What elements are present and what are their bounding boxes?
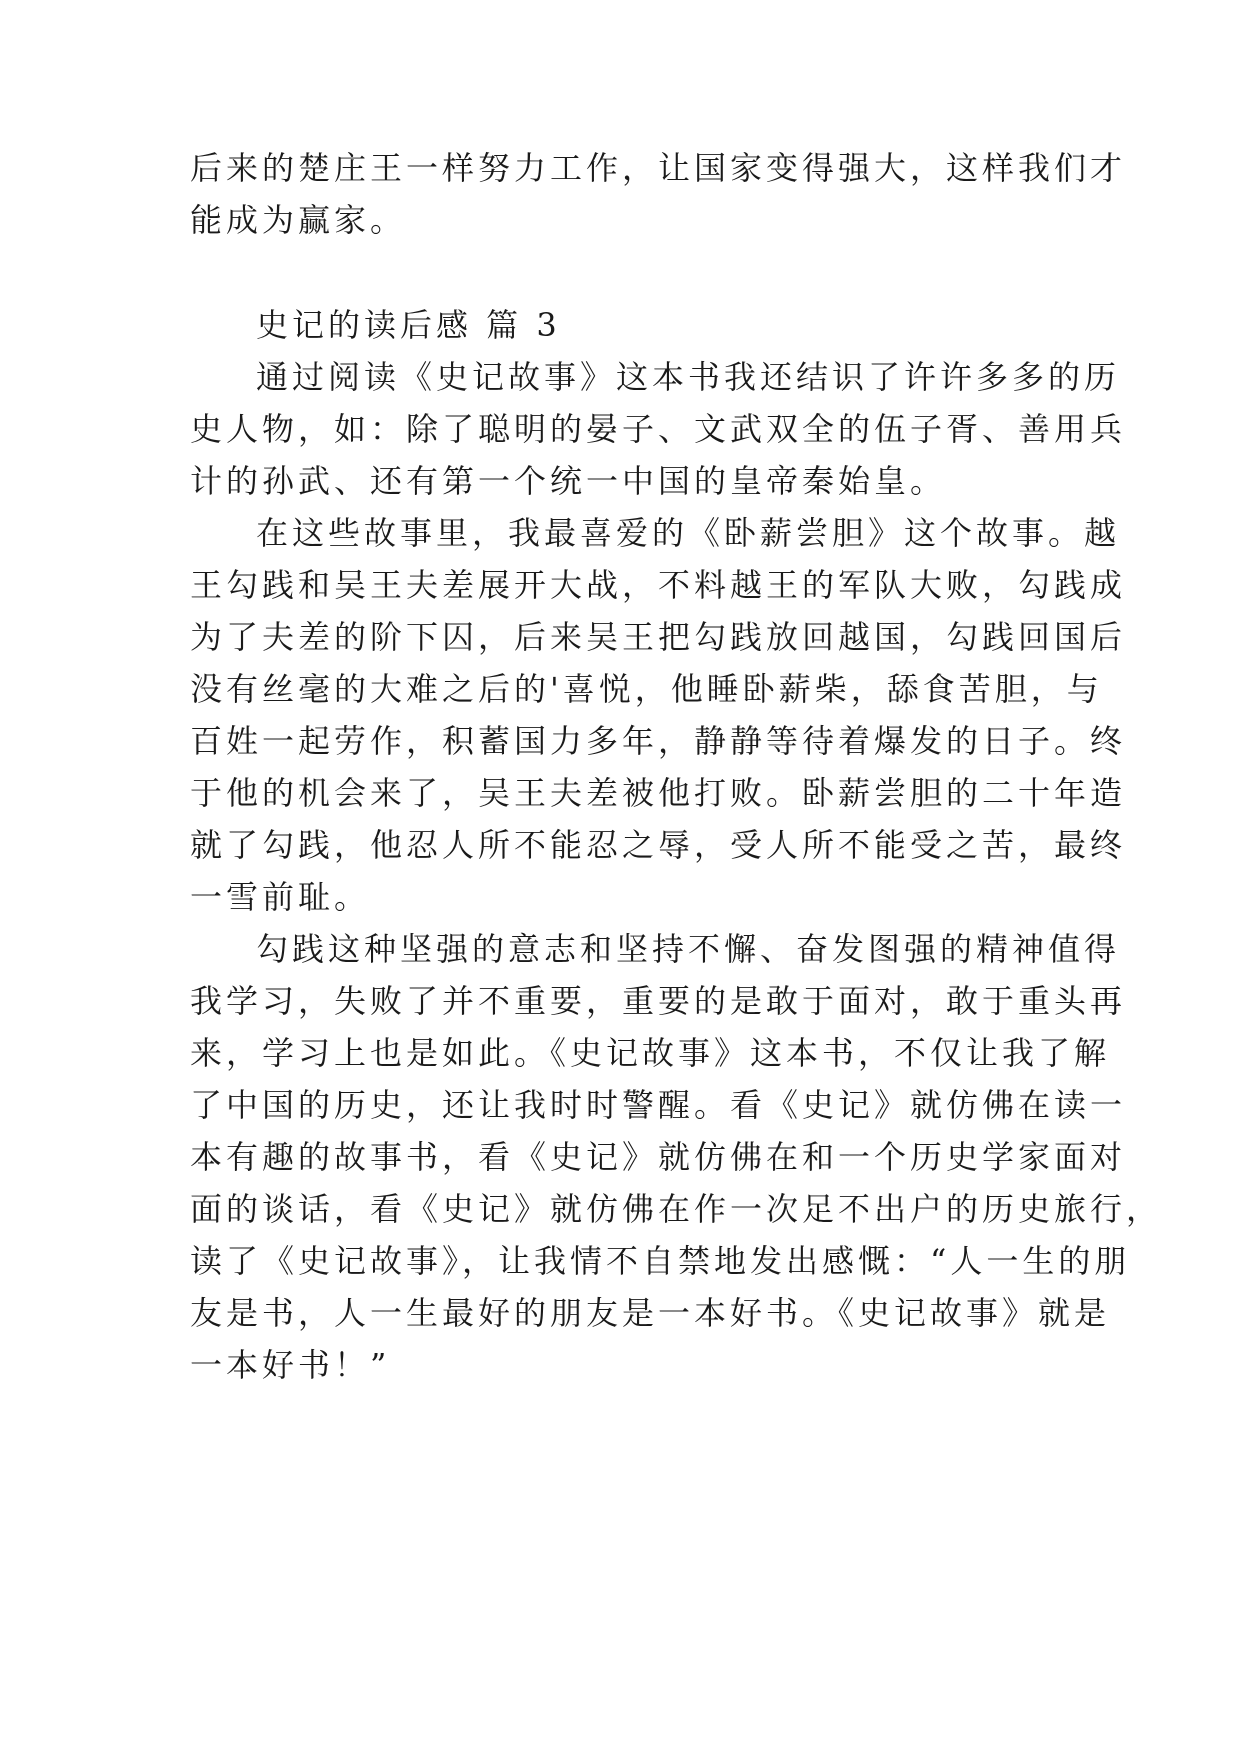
- paragraph-line: 读了《史记故事》，让我情不自禁地发出感慨：“人一生的朋: [190, 1242, 1131, 1280]
- paragraph-line: 没有丝毫的大难之后的'喜悦，他睡卧薪柴，舔食苦胆，与: [190, 670, 1103, 708]
- paragraph-line: 史人物，如：除了聪明的晏子、文武双全的伍子胥、善用兵: [190, 410, 1127, 448]
- paragraph-line: 百姓一起劳作，积蓄国力多年，静静等待着爆发的日子。终: [190, 722, 1127, 760]
- paragraph-line: 友是书，人一生最好的朋友是一本好书。《史记故事》就是: [190, 1294, 1111, 1332]
- paragraph-line: 面的谈话，看《史记》就仿佛在作一次足不出户的历史旅行，: [190, 1190, 1163, 1228]
- paragraph-line: 我学习，失败了并不重要，重要的是敢于面对，敢于重头再: [190, 982, 1127, 1020]
- paragraph-line: 计的孙武、还有第一个统一中国的皇帝秦始皇。: [190, 462, 947, 500]
- paragraph-line: 本有趣的故事书，看《史记》就仿佛在和一个历史学家面对: [190, 1138, 1127, 1176]
- text-line: 后来的楚庄王一样努力工作，让国家变得强大，这样我们才: [190, 149, 1127, 187]
- section-title: 史记的读后感 篇 3: [256, 306, 561, 344]
- paragraph-line: 通过阅读《史记故事》这本书我还结识了许许多多的历: [256, 358, 1121, 396]
- paragraph-line: 勾践这种坚强的意志和坚持不懈、奋发图强的精神值得: [256, 930, 1121, 968]
- paragraph-line: 来，学习上也是如此。《史记故事》这本书，不仅让我了解: [190, 1034, 1111, 1072]
- paragraph-line: 就了勾践，他忍人所不能忍之辱，受人所不能受之苦，最终: [190, 826, 1127, 864]
- paragraph-line: 一雪前耻。: [190, 878, 371, 916]
- paragraph-line: 为了夫差的阶下囚，后来吴王把勾践放回越国，勾践回国后: [190, 618, 1127, 656]
- paragraph-line: 了中国的历史，还让我时时警醒。看《史记》就仿佛在读一: [190, 1086, 1127, 1124]
- paragraph-line: 一本好书！”: [190, 1346, 391, 1384]
- paragraph-line: 于他的机会来了，吴王夫差被他打败。卧薪尝胆的二十年造: [190, 774, 1127, 812]
- paragraph-line: 在这些故事里，我最喜爱的《卧薪尝胆》这个故事。越: [256, 514, 1121, 552]
- paragraph-line: 王勾践和吴王夫差展开大战，不料越王的军队大败，勾践成: [190, 566, 1127, 604]
- text-line: 能成为赢家。: [190, 201, 407, 239]
